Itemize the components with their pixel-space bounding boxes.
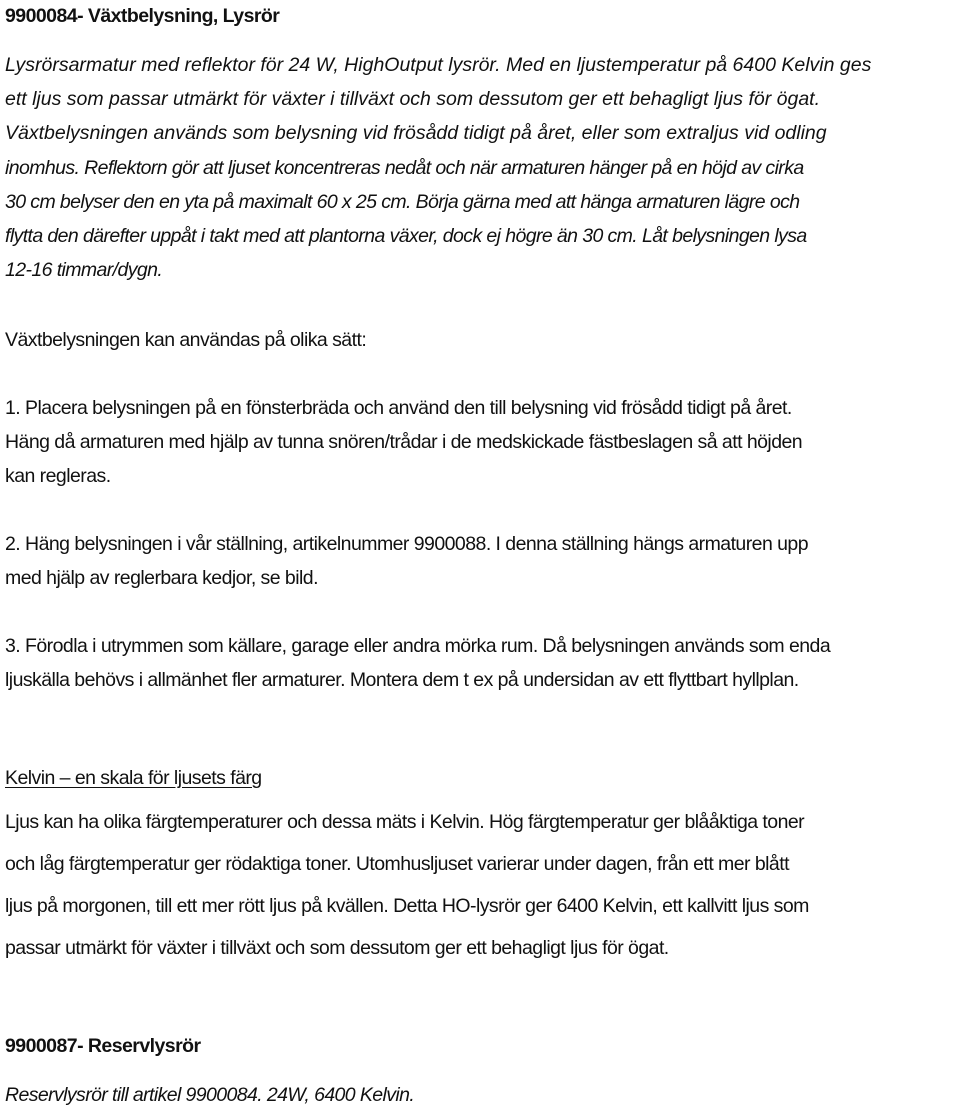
usage-line: kan regleras. xyxy=(5,465,111,487)
usage-line: 3. Förodla i utrymmen som källare, garage eller andra mörka rum. Då belysningen används som enda xyxy=(5,635,831,657)
intro-line: inomhus. Reflektorn gör att ljuset koncentreras nedåt och när armaturen hänger på en höjd av cirka xyxy=(5,157,804,179)
usage-line: ljuskälla behövs i allmänhet fler armaturer. Montera dem t ex på undersidan av ett flyttbart hyllplan. xyxy=(5,669,799,691)
kelvin-line: och låg färgtemperatur ger rödaktiga toner. Utomhusljuset varierar under dagen, från ett mer blått xyxy=(5,853,789,875)
intro-line: Växtbelysningen används som belysning vid frösådd tidigt på året, eller som extraljus vid odling xyxy=(5,122,827,144)
usage-line: Häng då armaturen med hjälp av tunna snören/trådar i de medskickade fästbeslagen så att höjden xyxy=(5,431,803,453)
intro-line: 30 cm belyser den en yta på maximalt 60 x 25 cm. Börja gärna med att hänga armaturen lägre och xyxy=(5,191,800,213)
usage-heading: Växtbelysningen kan användas på olika sätt: xyxy=(5,329,367,351)
kelvin-line: passar utmärkt för växter i tillväxt och som dessutom ger ett behagligt ljus för ögat. xyxy=(5,937,669,959)
intro-line: flytta den därefter uppåt i takt med att plantorna växer, dock ej högre än 30 cm. Låt belysningen lysa xyxy=(5,225,807,247)
product-heading-9900084: 9900084- Växtbelysning, Lysrör xyxy=(5,5,280,27)
intro-line: 12-16 timmar/dygn. xyxy=(5,259,163,281)
usage-line: 1. Placera belysningen på en fönsterbräda och använd den till belysning vid frösådd tidigt på året. xyxy=(5,397,792,419)
kelvin-heading: Kelvin – en skala för ljusets färg xyxy=(5,767,262,789)
intro-line: ett ljus som passar utmärkt för växter i tillväxt och som dessutom ger ett behagligt ljus för ögat. xyxy=(5,88,821,110)
usage-line: med hjälp av reglerbara kedjor, se bild. xyxy=(5,567,318,589)
product-description-9900087: Reservlysrör till artikel 9900084. 24W, 6400 Kelvin. xyxy=(5,1084,415,1106)
product-heading-9900087: 9900087- Reservlysrör xyxy=(5,1035,201,1057)
kelvin-line: ljus på morgonen, till ett mer rött ljus på kvällen. Detta HO-lysrör ger 6400 Kelvin, ett kallvitt ljus som xyxy=(5,895,809,917)
intro-line: Lysrörsarmatur med reflektor för 24 W, HighOutput lysrör. Med en ljustemperatur på 6400 Kelvin ges xyxy=(5,54,872,76)
kelvin-line: Ljus kan ha olika färgtemperaturer och dessa mäts i Kelvin. Hög färgtemperatur ger blååktiga toner xyxy=(5,811,805,833)
usage-line: 2. Häng belysningen i vår ställning, artikelnummer 9900088. I denna ställning hängs armaturen upp xyxy=(5,533,809,555)
